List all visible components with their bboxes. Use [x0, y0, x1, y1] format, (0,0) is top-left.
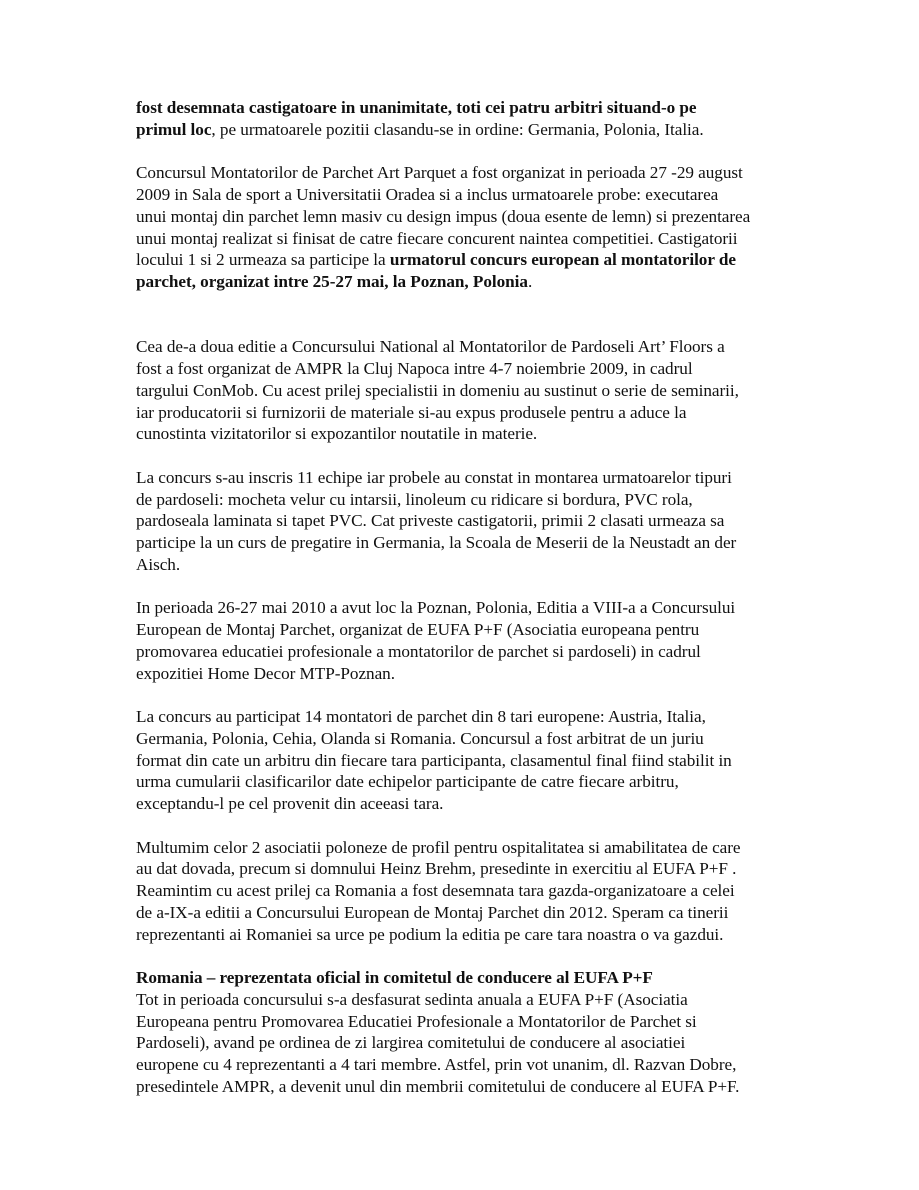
- text-line: [136, 989, 796, 1011]
- text-run: European de Montaj Parchet, organizat de EUFA P+F (Asociatia europeana pentru: [136, 620, 700, 639]
- text-line: [136, 1054, 796, 1076]
- text-line: [136, 706, 796, 728]
- text-line: [136, 228, 796, 250]
- text-run: targului ConMob. Cu acest prilej specialistii in domeniu au sustinut o serie de seminarii,: [136, 380, 739, 400]
- text-line: [136, 271, 796, 293]
- paragraph-spacer: [136, 576, 796, 598]
- text-run: au dat dovada, precum si domnului Heinz Brehm, presedinte in exercitiu al EUFA P+F .: [136, 859, 737, 879]
- text-line: [136, 902, 796, 924]
- text-line: [136, 771, 796, 793]
- text-run: Concursul Montatorilor de Parchet Art Parquet a fost organizat in perioada 27 -29 august: [136, 163, 743, 183]
- text-line: [136, 402, 796, 424]
- text-line: [136, 467, 796, 489]
- text-run: In perioada 26-27 mai 2010 a avut loc la Poznan, Polonia, Editia a VIII-a a Concursului: [136, 598, 736, 618]
- text-line: [136, 423, 796, 445]
- text-run: locului 1 si 2 urmeaza sa participe la: [136, 250, 390, 270]
- text-run: participe la un curs de pregatire in Germania, la Scoala de Meserii de la Neustadt an der: [136, 533, 737, 552]
- paragraph-p1: [136, 97, 796, 141]
- text-run: Tot in perioada concursului s-a desfasurat sedinta anuala a EUFA P+F (Asociatia: [136, 989, 688, 1009]
- text-run: unui montaj din parchet lemn masiv cu design impus (doua esente de lemn) si prezentarea: [136, 206, 751, 226]
- text-run: Germania, Polonia, Cehia, Olanda si Romania. Concursul a fost arbitrat de un juriu: [136, 728, 704, 748]
- text-run: exceptandu-l pe cel provenit din aceeasi tara.: [136, 794, 444, 813]
- text-line: [136, 554, 796, 576]
- bold-text-run: Romania – reprezentata oficial in comitetul de conducere al EUFA P+F: [136, 968, 653, 987]
- text-run: presedintele AMPR, a devenit unul din membrii comitetului de conducere al EUFA P+F.: [136, 1076, 740, 1096]
- text-run: de a-IX-a editii a Concursului European de Montaj Parchet din 2012. Speram ca tinerii: [136, 902, 729, 922]
- bold-text-run: parchet, organizat intre 25-27 mai, la Poznan, Polonia: [136, 272, 528, 291]
- text-run: unui montaj realizat si finisat de catre fiecare concurent naintea competitiei. Castigatorii: [136, 228, 738, 248]
- text-line: [136, 380, 796, 402]
- paragraph-p6: [136, 706, 796, 815]
- text-run: Aisch.: [136, 554, 181, 574]
- text-run: , pe urmatoarele pozitii clasandu-se in ordine: Germania, Polonia, Italia.: [211, 119, 704, 139]
- text-line: [136, 880, 796, 902]
- text-line: [136, 597, 796, 619]
- paragraph-spacer: [136, 945, 796, 967]
- text-run: Reamintim cu acest prilej ca Romania a fost desemnata tara gazda-organizatoare a celei: [136, 881, 735, 900]
- text-line: [136, 793, 796, 815]
- text-line: [136, 1011, 796, 1033]
- text-line: [136, 510, 796, 532]
- text-run: expozitiei Home Decor MTP-Poznan.: [136, 663, 395, 683]
- text-run: La concurs s-au inscris 11 echipe iar probele au constat in montarea urmatoarelor tipuri: [136, 467, 732, 487]
- text-line: [136, 641, 796, 663]
- text-run: europene cu 4 reprezentanti a 4 tari membre. Astfel, prin vot unanim, dl. Razvan Dobre,: [136, 1055, 737, 1074]
- text-line: [136, 1076, 796, 1098]
- text-run: iar producatorii si furnizorii de materiale si-au expus produsele pentru a aduce la: [136, 402, 687, 422]
- text-run: 2009 in Sala de sport a Universitatii Oradea si a inclus urmatoarele probe: executarea: [136, 185, 719, 204]
- text-run: reprezentanti ai Romaniei sa urce pe podium la editia pe care tara noastra o va gazdui.: [136, 924, 724, 944]
- paragraph-spacer: [136, 293, 796, 337]
- paragraph-spacer: [136, 815, 796, 837]
- text-run: format din cate un arbitru din fiecare tara participanta, clasamentul final fiind stabilit in: [136, 750, 732, 770]
- paragraph-p7: [136, 837, 796, 946]
- text-line: [136, 119, 796, 141]
- paragraph-spacer: [136, 445, 796, 467]
- text-line: [136, 489, 796, 511]
- text-line: [136, 336, 796, 358]
- text-line: [136, 358, 796, 380]
- bold-text-run: primul loc: [136, 119, 212, 139]
- text-run: .: [527, 272, 533, 291]
- paragraph-p3: [136, 336, 796, 445]
- paragraph-spacer: [136, 141, 796, 163]
- text-line: [136, 750, 796, 772]
- text-run: Pardoseli), avand pe ordinea de zi largirea comitetului de conducere al asociatiei: [136, 1033, 686, 1053]
- text-line: [136, 1032, 796, 1054]
- paragraph-spacer: [136, 684, 796, 706]
- section-paragraph-eufa-committee: [136, 967, 796, 1098]
- text-run: Cea de-a doua editie a Concursului National al Montatorilor de Pardoseli Art’ Floors a: [136, 337, 725, 357]
- section-heading: [136, 967, 796, 989]
- text-run: urma cumularii clasificarilor date echipelor participante de catre fiecare arbitru,: [136, 772, 679, 792]
- text-line: [136, 532, 796, 554]
- text-run: pardoseala laminata si tapet PVC. Cat priveste castigatorii, primii 2 clasati urmeaza sa: [136, 511, 725, 531]
- text-line: [136, 206, 796, 228]
- paragraph-p2: [136, 162, 796, 293]
- text-run: cunostinta vizitatorilor si expozantilor noutatile in materie.: [136, 424, 538, 444]
- text-line: [136, 924, 796, 946]
- text-line: [136, 184, 796, 206]
- text-run: fost a fost organizat de AMPR la Cluj Napoca intre 4-7 noiembrie 2009, in cadrul: [136, 359, 693, 378]
- text-line: [136, 162, 796, 184]
- text-line: [136, 97, 796, 119]
- bold-text-run: fost desemnata castigatoare in unanimitate, toti cei patru arbitri situand-o pe: [136, 98, 697, 117]
- text-line: [136, 619, 796, 641]
- text-run: de pardoseli: mocheta velur cu intarsii, linoleum cu ridicare si bordura, PVC rola,: [136, 489, 693, 509]
- text-run: Europeana pentru Promovarea Educatiei Profesionale a Montatorilor de Parchet si: [136, 1011, 697, 1031]
- text-line: [136, 858, 796, 880]
- bold-text-run: urmatorul concurs european al montatorilor de: [389, 250, 736, 270]
- text-run: La concurs au participat 14 montatori de parchet din 8 tari europene: Austria, Italia,: [136, 707, 706, 726]
- text-line: [136, 663, 796, 685]
- text-line: [136, 728, 796, 750]
- text-line: [136, 837, 796, 859]
- paragraph-p5: [136, 597, 796, 684]
- document-page: [136, 97, 796, 1098]
- paragraph-p4: [136, 467, 796, 576]
- text-run: promovarea educatiei profesionale a montatorilor de parchet si pardoseli) in cadrul: [136, 641, 701, 661]
- text-line: [136, 249, 796, 271]
- text-run: Multumim celor 2 asociatii poloneze de profil pentru ospitalitatea si amabilitatea de care: [136, 837, 741, 857]
